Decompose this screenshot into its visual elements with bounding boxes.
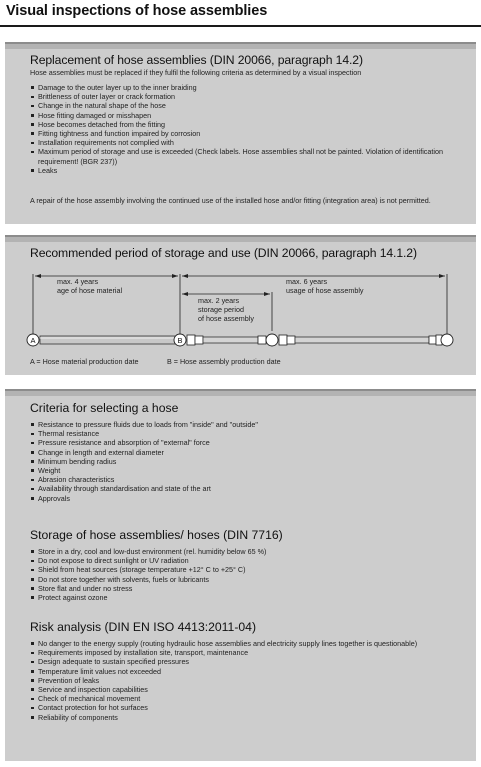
arrow-head [182,292,188,296]
arrow-head [264,292,270,296]
hose-material-segment [40,336,178,344]
fitting-icon [195,336,203,344]
title-rule [0,25,481,27]
arrow-head [172,274,178,278]
list-item: Resistance to pressure fluids due to loads from "inside" and "outside" [30,420,460,429]
fitting-icon [258,336,266,344]
list-item: Store flat and under no stress [30,584,460,593]
storage-list [30,547,460,602]
fitting-icon [187,335,195,345]
list-item: Change in the natural shape of the hose [30,101,460,110]
fitting-icon [429,336,436,344]
storage-period-panel [5,235,476,375]
list-item: Availability through standardisation and state of the art [30,484,460,493]
list-item: Minimum bending radius [30,457,460,466]
list-item: Requirements imposed by installation site, transport, maintenance [30,648,442,657]
replacement-heading: Replacement of hose assemblies (DIN 20066, paragraph 14.2) [30,53,363,67]
list-item: Design adequate to sustain specified pressures [30,657,442,666]
fitting-icon [287,336,295,344]
list-item: Pressure resistance and absorption of "external" force [30,438,460,447]
marker-a-label: A [30,336,36,345]
risk-heading: Risk analysis (DIN EN ISO 4413:2011-04) [30,620,257,634]
storage-period-heading: Recommended period of storage and use (DIN 20066, paragraph 14.1.2) [30,246,417,260]
arrow-head [35,274,41,278]
list-item: Shield from heat sources (storage temperature +12° C to +25° C) [30,565,460,574]
criteria-panel [5,389,476,761]
risk-list [30,639,442,722]
list-item: No danger to the energy supply (routing hydraulic hose assemblies and electricity supply lines together is questionable) [30,639,442,648]
list-item: Leaks [30,166,460,175]
label-2-years: max. 2 years storage period of hose assembly [198,296,254,324]
replacement-intro: Hose assemblies must be replaced if they fulfil the following criteria as determined by a visual inspection [30,68,362,77]
page-title: Visual inspections of hose assemblies [6,3,268,19]
list-item: Protect against ozone [30,593,460,602]
marker-b-label: B [177,336,183,345]
list-item: Thermal resistance [30,429,460,438]
end-circle [441,334,453,346]
hose-assembly-segment [295,337,429,343]
replacement-note: A repair of the hose assembly involving the continued use of the installed hose and/or fitting (integration area) is not permitted. [30,196,431,205]
list-item: Contact protection for hot surfaces [30,703,442,712]
storage-heading: Storage of hose assemblies/ hoses (DIN 7716) [30,528,283,542]
label-4-years: max. 4 years age of hose material [57,277,123,296]
panel-stripe [5,391,476,396]
panel-stripe [5,44,476,49]
list-item: Do not store together with solvents, fuels or lubricants [30,575,460,584]
list-item: Installation requirements not complied with [30,138,460,147]
list-item: Change in length and external diameter [30,448,460,457]
list-item: Maximum period of storage and use is exceeded (Check labels. Hose assemblies shall not be painted. Violation of identification requirement! (BGR 237)) [30,147,460,165]
arrow-head [439,274,445,278]
connection-circle [266,334,278,346]
list-item: Hose fitting damaged or misshapen [30,111,460,120]
label-6-years: max. 6 years usage of hose assembly [286,277,364,296]
caption-b: B = Hose assembly production date [167,357,281,366]
caption-a: A = Hose material production date [30,357,139,366]
list-item: Weight [30,466,460,475]
list-item: Fitting tightness and function impaired by corrosion [30,129,460,138]
criteria-list [30,420,460,503]
replacement-list [30,83,460,175]
list-item: Brittleness of outer layer or crack formation [30,92,460,101]
arrow-head [182,274,188,278]
list-item: Approvals [30,494,460,503]
criteria-heading: Criteria for selecting a hose [30,401,179,415]
list-item: Abrasion characteristics [30,475,460,484]
list-item: Hose becomes detached from the fitting [30,120,460,129]
list-item: Check of mechanical movement [30,694,442,703]
list-item: Prevention of leaks [30,676,442,685]
list-item: Temperature limit values not exceeded [30,667,442,676]
list-item: Do not expose to direct sunlight or UV radiation [30,556,460,565]
hose-assembly-segment [203,337,258,343]
list-item: Store in a dry, cool and low-dust environment (rel. humidity below 65 %) [30,547,460,556]
list-item: Reliability of components [30,713,442,722]
list-item: Service and inspection capabilities [30,685,442,694]
fitting-icon [279,335,287,345]
replacement-panel [5,42,476,224]
list-item: Damage to the outer layer up to the inner braiding [30,83,460,92]
